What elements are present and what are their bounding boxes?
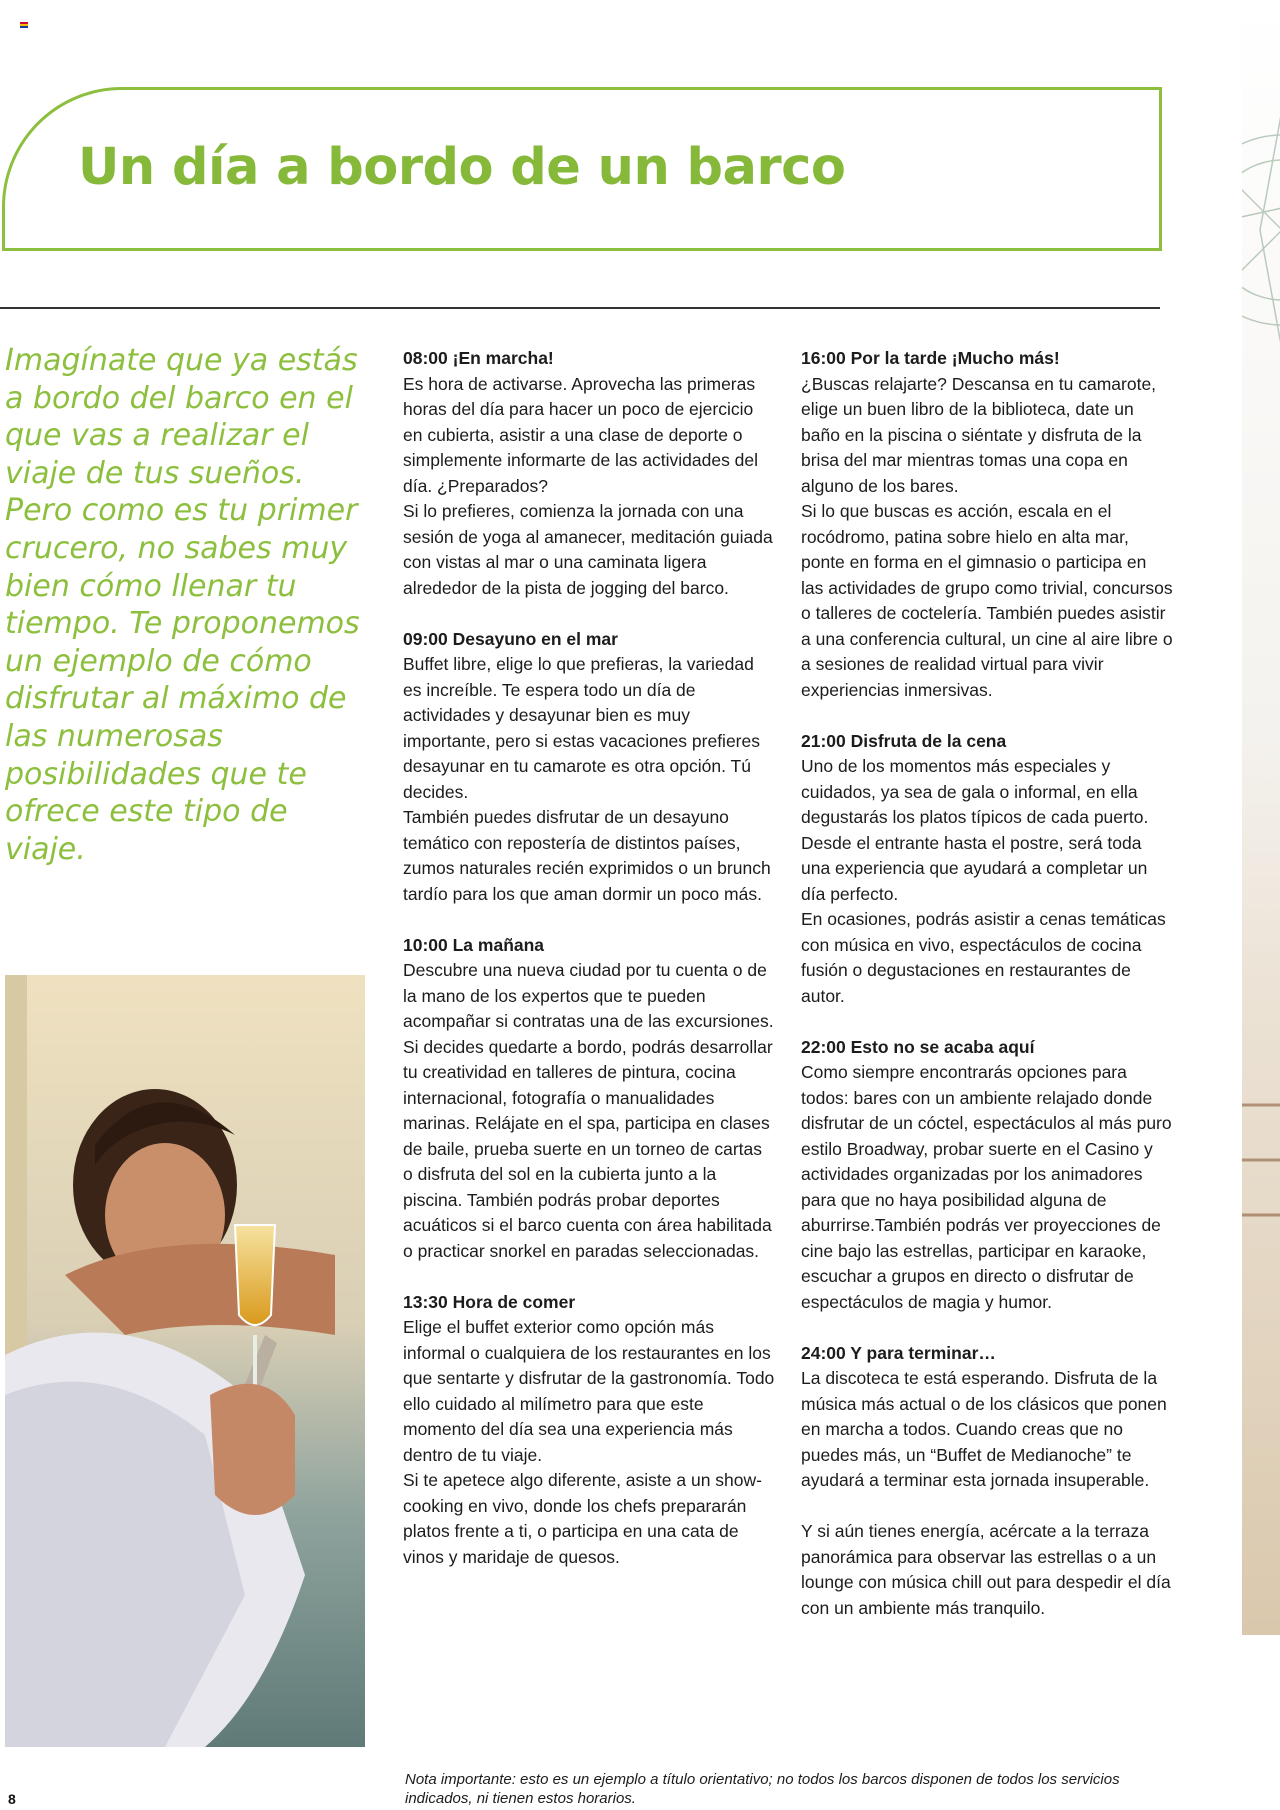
section-paragraph: En ocasiones, podrás asistir a cenas temáticas con música en vivo, espectáculos de cocina fusión o degustaciones en restaurantes de autor. xyxy=(801,909,1166,1006)
page-title: Un día a bordo de un barco xyxy=(78,138,846,197)
section-paragraph: Si lo que buscas es acción, escala en el rocódromo, patina sobre hielo en alta mar, ponte en forma en el gimnasio o participa en las actividades de grupo como trivial, concursos o talleres de coctelería. También puedes asistir a una conferencia cultural, un cine al aire libre o a sesiones de realidad virtual para vivir experiencias inmersivas. xyxy=(801,501,1173,700)
section-paragraph: Y si aún tienes energía, acércate a la terraza panorámica para observar las estrellas o a un lounge con música chill out para despedir el día con un ambiente más tranquilo. xyxy=(801,1521,1171,1618)
schedule-section xyxy=(403,1290,775,1571)
schedule-column-1 xyxy=(403,346,775,1596)
section-paragraph: Como siempre encontrarás opciones para todos: bares con un ambiente relajado donde disfrutar de un cóctel, espectáculos al más puro estilo Broadway, probar suerte en el Casino y actividades organizadas por los animadores para que no haya posibilidad alguna de aburrirse.También podrás ver proyecciones de cine bajo las estrellas, participar en karaoke, escuchar a grupos en directo o disfrutar de espectáculos de magia y humor. xyxy=(801,1062,1172,1312)
section-heading: 21:00 Disfruta de la cena xyxy=(801,730,1007,751)
section-paragraph: Buffet libre, elige lo que prefieras, la variedad es increíble. Te espera todo un día de actividades y desayunar bien es muy importante, pero si estas vacaciones prefieres desayunar en tu camarote es otra opción. Tú decides. xyxy=(403,654,760,802)
section-heading: 22:00 Esto no se acaba aquí xyxy=(801,1036,1035,1057)
flag-mark-icon xyxy=(20,22,28,28)
section-paragraph: Si decides quedarte a bordo, podrás desarrollar tu creatividad en talleres de pintura, cocina internacional, fotografía o manualidades marinas. Relájate en el spa, participa en clases de baile, prueba suerte en un torneo de cartas o disfruta del sol en la cubierta junto a la piscina. También podrás probar deportes acuáticos si el barco cuenta con área habilitada o practicar snorkel en paradas seleccionadas. xyxy=(403,1036,773,1261)
section-paragraph: ¿Buscas relajarte? Descansa en tu camarote, elige un buen libro de la biblioteca, date un baño en la piscina o siéntate y disfruta de la brisa del mar mientras tomas una copa en alguno de los bares. xyxy=(801,373,1157,496)
schedule-section xyxy=(801,346,1173,703)
section-paragraph: La discoteca te está esperando. Disfruta de la música más actual o de los clásicos que ponen en marcha a todos. Cuando creas que no puedes más, un “Buffet de Medianoche” te ayudará a terminar esta jornada insuperable. xyxy=(801,1368,1167,1490)
compass-decoration xyxy=(1242,0,1280,1635)
schedule-section xyxy=(403,933,775,1265)
page-number: 8 xyxy=(8,1791,16,1807)
intro-text: Imagínate que ya estás a bordo del barco en el que vas a realizar el viaje de tus sueños. Pero como es tu primer crucero, no sabes muy bien cómo llenar tu tiempo. Te proponemos un ejemplo de cómo disfrutar al máximo de las numerosas posibilidades que te ofrece este tipo de viaje. xyxy=(5,343,360,867)
section-paragraph: Uno de los momentos más especiales y cuidados, ya sea de gala o informal, en ella degustarás los platos típicos de cada puerto. Desde el entrante hasta el postre, será toda una experiencia que ayudará a completar un día perfecto. xyxy=(801,756,1149,904)
section-heading: 08:00 ¡En marcha! xyxy=(403,348,554,368)
schedule-section xyxy=(801,729,1173,1010)
section-paragraph: Si te apetece algo diferente, asiste a un show-cooking en vivo, donde los chefs prepararán platos frente a ti, o participa en una cata de vinos y maridaje de quesos. xyxy=(403,1470,762,1567)
section-heading: 24:00 Y para terminar… xyxy=(801,1342,996,1363)
section-heading: 09:00 Desayuno en el mar xyxy=(403,628,618,649)
section-heading: 10:00 La mañana xyxy=(403,934,545,955)
woman-with-champagne-photo xyxy=(5,975,365,1747)
schedule-section xyxy=(801,1519,1173,1621)
schedule-section xyxy=(403,346,775,601)
section-paragraph: Es hora de activarse. Aprovecha las primeras horas del día para hacer un poco de ejercicio en cubierta, asistir a una clase de deporte o simplemente informarte de las actividades del día. ¿Preparados? xyxy=(403,373,759,496)
section-paragraph: Si lo prefieres, comienza la jornada con una sesión de yoga al amanecer, meditación guiada con vistas al mar o una caminata ligera alrededor de la pista de jogging del barco. xyxy=(403,501,773,598)
footnote: Nota importante: esto es un ejemplo a título orientativo; no todos los barcos disponen de todos los servicios indicados, ni tienen estos horarios. xyxy=(405,1771,1120,1807)
schedule-section xyxy=(801,1035,1173,1316)
section-heading: 13:30 Hora de comer xyxy=(403,1291,576,1312)
section-paragraph: También puedes disfrutar de un desayuno temático con repostería de distintos países, zumos naturales recién exprimidos o un brunch tardío para los que aman dormir un poco más. xyxy=(403,807,771,904)
section-heading: 16:00 Por la tarde ¡Mucho más! xyxy=(801,348,1060,368)
schedule-section xyxy=(403,627,775,908)
section-paragraph: Descubre una nueva ciudad por tu cuenta o de la mano de los expertos que te pueden acompañar si contratas una de las excursiones. xyxy=(403,960,774,1031)
schedule-column-2 xyxy=(801,346,1173,1647)
divider-rule xyxy=(0,307,1160,309)
schedule-section xyxy=(801,1341,1173,1494)
section-paragraph: Elige el buffet exterior como opción más informal o cualquiera de los restaurantes en los que sentarte y disfrutar de la gastronomía. Todo ello cuidado al milímetro para que este momento del día sea una experiencia más dentro de tu viaje. xyxy=(403,1317,775,1465)
